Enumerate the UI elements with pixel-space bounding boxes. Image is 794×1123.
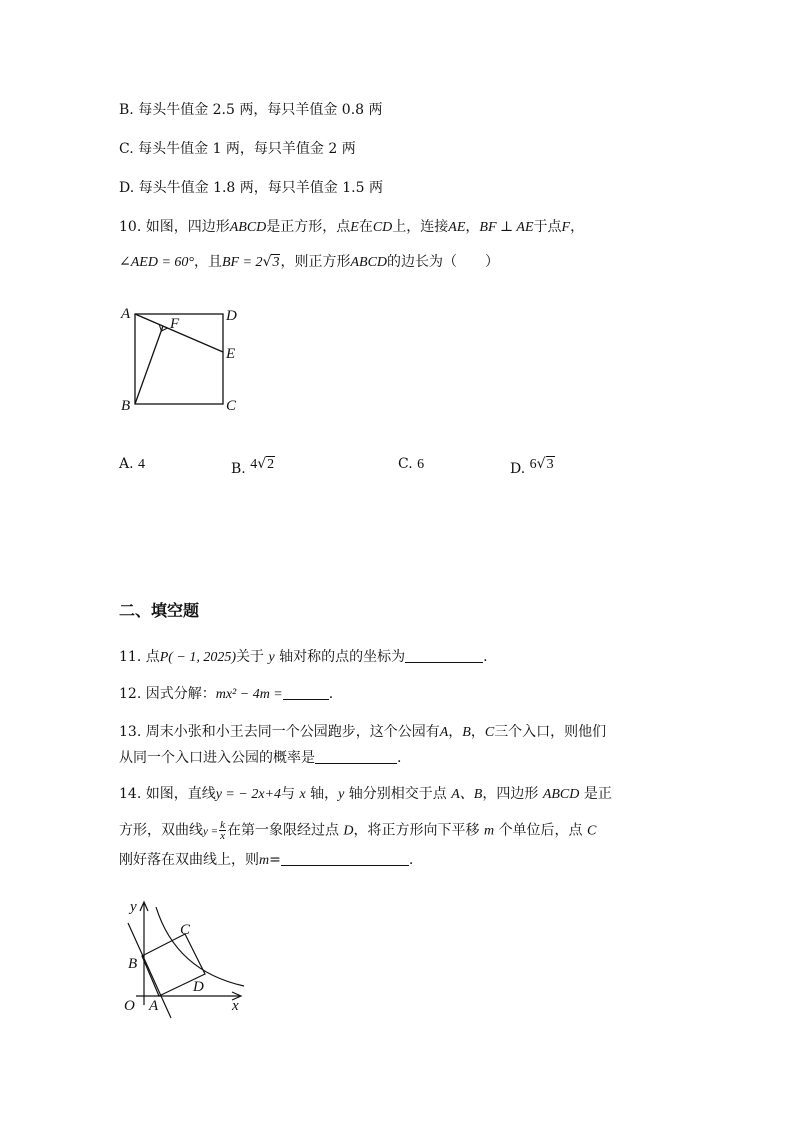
- answer-blank[interactable]: [283, 684, 329, 700]
- segment-bf: [135, 326, 163, 404]
- q10-option-a: A. 4: [119, 456, 146, 472]
- label-c: C: [226, 398, 237, 414]
- q14-coordinate-figure: [118, 893, 258, 1023]
- q14-line1: 14. 如图，直线y = − 2x+4与 x 轴，y 轴分别相交于点 A、B，四边形 ABCD 是正: [119, 786, 612, 802]
- hyperbola-curve: [156, 907, 244, 986]
- q13-line1: 13. 周末小张和小王去同一个公园跑步，这个公园有A，B，C三个入口，则他们: [119, 724, 607, 740]
- label-a: A: [121, 306, 131, 322]
- q14-line3: 刚好落在双曲线上，则m= .: [119, 852, 414, 868]
- q10-stem-line1: 10. 如图，四边形ABCD是正方形，点E在CD上，连接AE，BF ⊥ AE于点F，: [119, 219, 585, 235]
- q9-option-c: C. 每头牛值金 1 两，每只羊值金 2 两: [119, 141, 356, 157]
- q14-line2: 方形，双曲线y = $\frac{k}{x}$ 在第一象限经过点 D，将正方形向下平移 m 个单位后，点 C: [119, 819, 597, 842]
- q9-option-d: D. 每头牛值金 1.8 两，每只羊值金 1.5 两: [119, 180, 383, 196]
- q10-option-b: B. 4√2: [231, 456, 275, 477]
- label-o: O: [124, 998, 135, 1014]
- q10-option-c: C. 6: [398, 456, 425, 472]
- label-b: B: [128, 956, 138, 972]
- answer-blank[interactable]: [315, 748, 397, 764]
- label-f: F: [170, 316, 180, 332]
- answer-blank[interactable]: [281, 850, 409, 866]
- label-x: x: [232, 998, 239, 1014]
- label-e: E: [226, 346, 236, 362]
- q10-option-d: D. 6√3: [510, 456, 554, 477]
- q12: 12. 因式分解：mx² − 4m = .: [119, 686, 334, 702]
- label-b: B: [121, 398, 131, 414]
- sqrt-3: √3: [262, 254, 280, 270]
- q11: 11. 点P( − 1, 2025)关于 y 轴对称的点的坐标为 .: [119, 649, 488, 665]
- q9-option-b: B. 每头牛值金 2.5 两，每只羊值金 0.8 两: [119, 102, 383, 118]
- label-d: D: [193, 979, 204, 995]
- q10-square-figure: [115, 300, 255, 420]
- label-c: C: [180, 922, 191, 938]
- q10-stem-line2: ∠AED = 60°，且BF = 2√3，则正方形ABCD的边长为（ ）: [119, 252, 499, 273]
- q13-line2: 从同一个入口进入公园的概率是 .: [119, 750, 402, 766]
- answer-blank[interactable]: [405, 647, 483, 663]
- fraction-k-over-x: $\frac{k}{x}$: [220, 819, 225, 842]
- section-title: 二、填空题: [119, 601, 200, 620]
- label-d: D: [226, 308, 237, 324]
- label-a: A: [149, 998, 159, 1014]
- label-y: y: [130, 899, 137, 915]
